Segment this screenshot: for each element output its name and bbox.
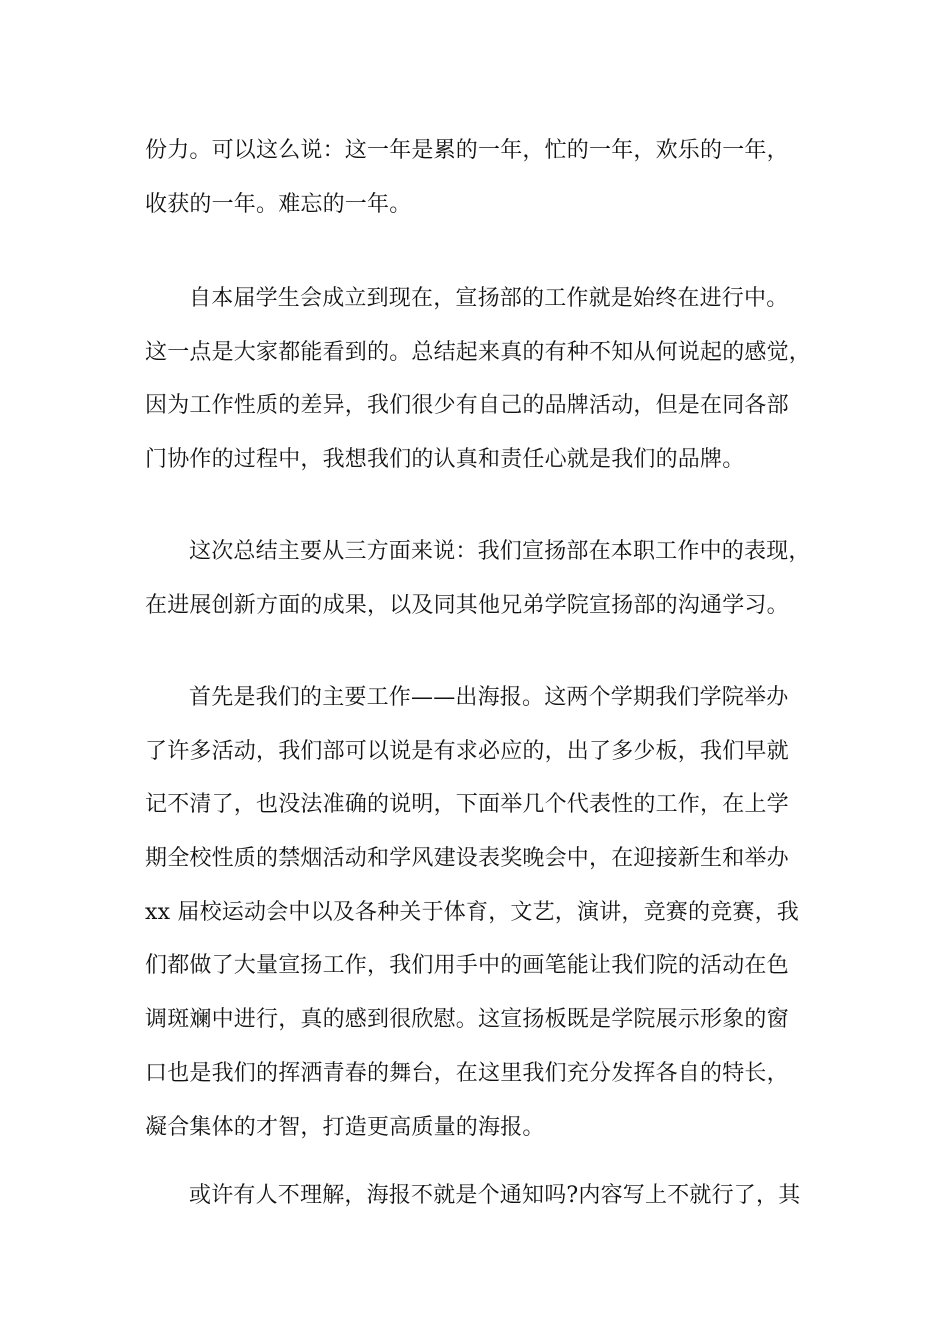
paragraph-4 bbox=[145, 687, 815, 1139]
text-line: 或许有人不理解，海报不就是个通知吗?内容写上不就行了，其 bbox=[189, 1183, 801, 1208]
text-line: 这一点是大家都能看到的。总结起来真的有种不知从何说起的感觉， bbox=[145, 339, 812, 365]
text-line: 凝合集体的才智，打造更高质量的海报。 bbox=[145, 1114, 545, 1140]
text-line: xx 届校运动会中以及各种关于体育，文艺，演讲，竞赛的竞赛，我 bbox=[145, 899, 800, 925]
text-line: 份力。可以这么说：这一年是累的一年，忙的一年，欢乐的一年， bbox=[145, 138, 789, 163]
text-line: 在进展创新方面的成果，以及同其他兄弟学院宣扬部的沟通学习。 bbox=[145, 592, 789, 618]
paragraph-1 bbox=[145, 140, 815, 216]
text-line: 收获的一年。难忘的一年。 bbox=[145, 191, 412, 217]
text-line: 这次总结主要从三方面来说：我们宣扬部在本职工作中的表现， bbox=[189, 539, 811, 564]
paragraph-2 bbox=[145, 288, 815, 471]
text-line: 口也是我们的挥洒青春的舞台，在这里我们充分发挥各自的特长， bbox=[145, 1060, 789, 1086]
text-line: 门协作的过程中，我想我们的认真和责任心就是我们的品牌。 bbox=[145, 447, 745, 473]
text-line: 了许多活动，我们部可以说是有求必应的，出了多少板，我们早就 bbox=[145, 738, 789, 764]
text-line: 记不清了，也没法准确的说明，下面举几个代表性的工作，在上学 bbox=[145, 792, 789, 818]
text-line: 因为工作性质的差异，我们很少有自己的品牌活动，但是在同各部 bbox=[145, 393, 789, 419]
text-line: 期全校性质的禁烟活动和学风建设表奖晚会中，在迎接新生和举办 bbox=[145, 846, 789, 872]
text-line: 自本届学生会成立到现在，宣扬部的工作就是始终在进行中。 bbox=[189, 286, 789, 311]
paragraph-5 bbox=[145, 1185, 815, 1207]
text-line: 们都做了大量宣扬工作，我们用手中的画笔能让我们院的活动在色 bbox=[145, 953, 789, 979]
text-line: 调斑斓中进行，真的感到很欣慰。这宣扬板既是学院展示形象的窗 bbox=[145, 1007, 789, 1033]
paragraph-3 bbox=[145, 541, 815, 617]
text-line: 首先是我们的主要工作——出海报。这两个学期我们学院举办 bbox=[189, 685, 789, 710]
